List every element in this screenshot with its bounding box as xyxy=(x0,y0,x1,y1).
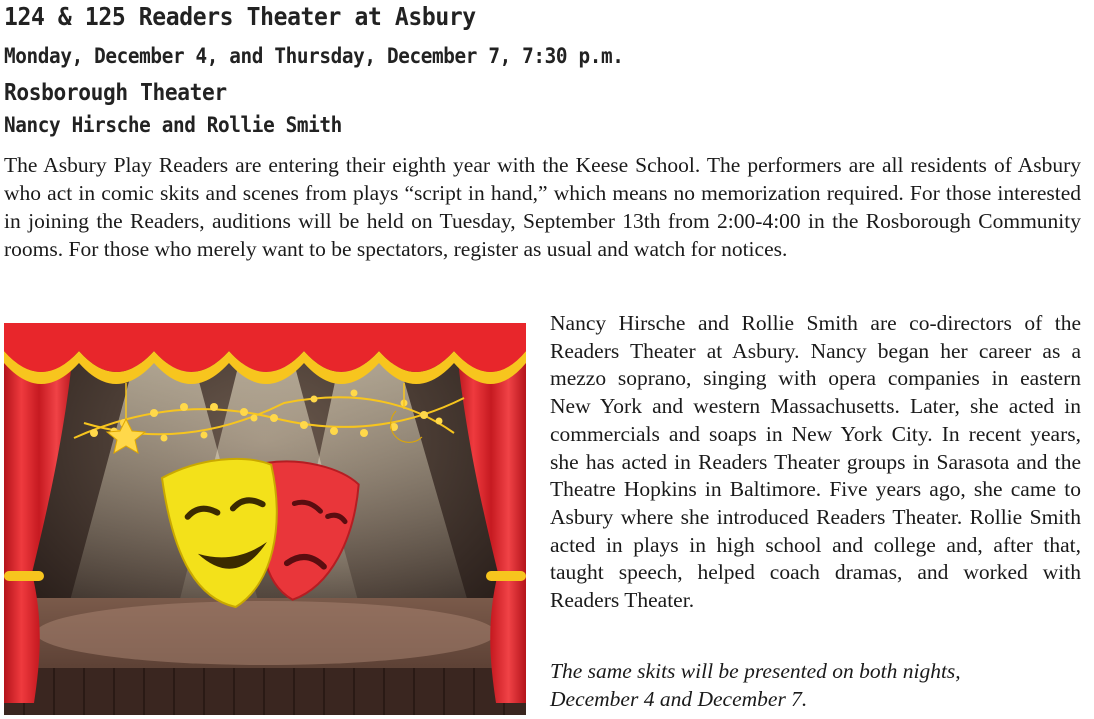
performance-note xyxy=(550,657,1081,713)
event-venue: Rosborough Theater xyxy=(4,80,227,106)
theater-stage-masks-icon xyxy=(4,323,526,715)
performance-note-line-1: The same skits will be presented on both nights, xyxy=(550,659,961,683)
performance-note-line-2: December 4 and December 7. xyxy=(550,687,808,711)
event-dates: Monday, December 4, and Thursday, December 7, 7:30 p.m. xyxy=(4,44,624,68)
page-title: 124 & 125 Readers Theater at Asbury xyxy=(4,2,476,31)
intro-paragraph: The Asbury Play Readers are entering their eighth year with the Keese School. The performers are all residents of Asbury who act in comic skits and scenes from plays “script in hand,” which means no memorization required. For those interested in joining the Readers, auditions will be held on Tuesday, September 13th from 2:00-4:00 in the Rosborough Community rooms. For those who merely want to be spectators, register as usual and watch for notices. xyxy=(4,153,1081,261)
directors-bio-paragraph: Nancy Hirsche and Rollie Smith are co-directors of the Readers Theater at Asbury. Nancy began her career as a mezzo soprano, singing with opera companies in eastern New York and western Massachusetts. Later, she acted in commercials and soaps in New York City. In recent years, she has acted in Readers Theater groups in Sarasota and the Theatre Hopkins in Baltimore. Five years ago, she came to Asbury where she introduced Readers Theater. Rollie Smith acted in plays in high school and college and, after that, taught speech, helped coach dramas, and worked with Readers Theater. xyxy=(550,311,1081,613)
event-leaders: Nancy Hirsche and Rollie Smith xyxy=(4,113,342,137)
